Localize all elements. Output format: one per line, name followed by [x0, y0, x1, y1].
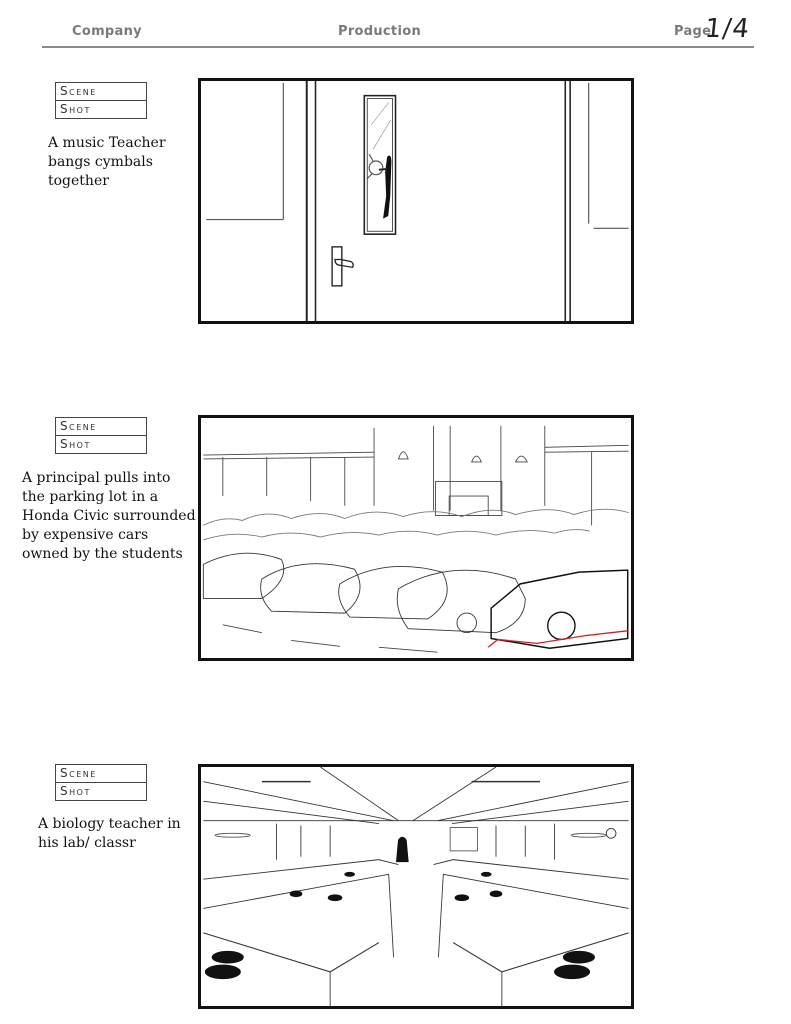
scene-shot-box-3 — [55, 764, 147, 801]
frame-3-description: A biology teacher in his lab/ classr — [38, 816, 181, 851]
shot-label: Shot — [60, 101, 91, 116]
page-number: 1/4 — [703, 14, 752, 44]
storyboard-panel-3 — [198, 764, 634, 1009]
biology-lab-sketch-icon — [201, 767, 631, 1006]
scene-label: Scene — [56, 765, 146, 783]
header-divider — [42, 46, 754, 48]
scene-shot-box-1 — [55, 82, 147, 119]
frame-2-description: A principal pulls into the parking lot in a Honda Civic surrounded by expensive cars owned by the students — [22, 470, 196, 562]
door-window-sketch-icon — [201, 81, 631, 321]
scene-label: Scene — [56, 83, 146, 101]
shot-label: Shot — [60, 436, 91, 451]
parking-lot-sketch-icon — [201, 418, 631, 658]
frame-1-description: A music Teacher bangs cymbals together — [48, 135, 166, 189]
shot-label: Shot — [60, 783, 91, 798]
page-label: Page — [674, 24, 712, 39]
scene-label: Scene — [56, 418, 146, 436]
storyboard-panel-1 — [198, 78, 634, 324]
company-label: Company — [72, 24, 142, 39]
scene-shot-box-2 — [55, 417, 147, 454]
production-label: Production — [338, 24, 421, 39]
storyboard-panel-2 — [198, 415, 634, 661]
